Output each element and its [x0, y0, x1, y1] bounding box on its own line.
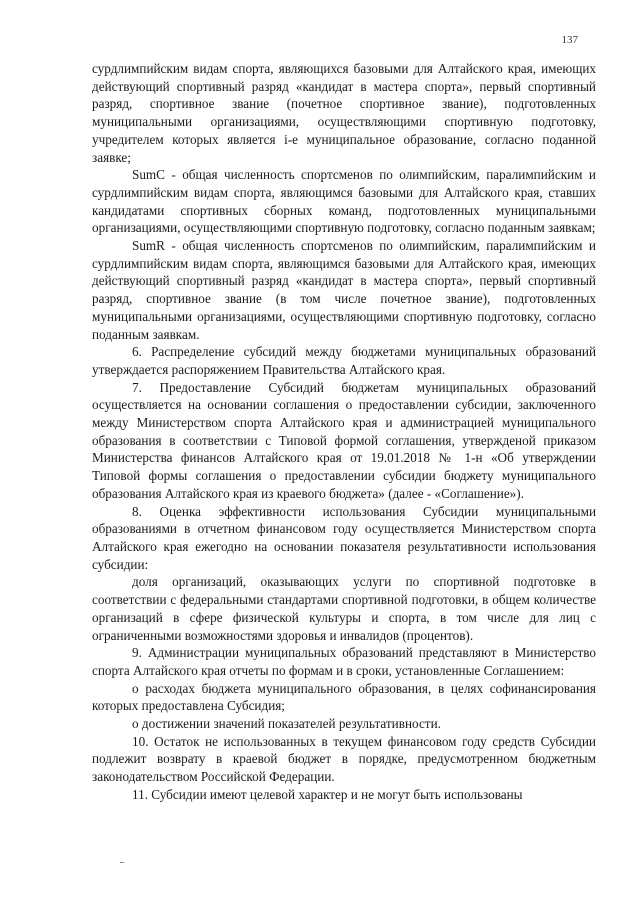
- paragraph-10: 10. Остаток не использованных в текущем финансовом году средств Субсидии подлежит возврату в краевой бюджет в порядке, предусмотренном бюджетным законодательством Российской Федерации.: [92, 733, 596, 785]
- page-number: 137: [561, 34, 578, 46]
- paragraph-8-indicator: доля организаций, оказывающих услуги по спортивной подготовке в соответствии с федеральными стандартами спортивной подготовки, в общем количестве организаций в сфере физической культуры и спорта, в том числе для лиц с ограниченными возможностями здоровья и инвалидов (процентов).: [92, 574, 596, 643]
- paragraph-8: 8. Оценка эффективности использования Субсидии муниципальными образованиями в отчетном финансовом году осуществляется Министерством спорта Алтайского края ежегодно на основании показателя результативности использования субсидии:: [92, 503, 596, 572]
- paragraph-7: 7. Предоставление Субсидий бюджетам муниципальных образований осуществляется на основании соглашения о предоставлении субсидии, заключенного между Министерством спорта Алтайского края и администрацией муниципального образования в соответствии с Типовой формой соглашения, утвержденой приказом Министерства финансов Алтайского края от 19.01.2018 № 1-н «Об утверждении Типовой формы соглашения о предоставлении субсидии бюджету муниципального образования Алтайского края из краевого бюджета» (далее - «Соглашение»).: [92, 379, 596, 501]
- scan-mark: [120, 862, 124, 863]
- paragraph-sumr: SumR - общая численность спортсменов по олимпийским, паралимпийским и сурдлимпийским видам спорта, являющимся базовыми для Алтайского края, имеющих действующий спортивный разряд «кандидат в мастера спорта», первый спортивный разряд, спортивное звание (в том числе почетное звание), подготовленных муниципальными организациями, осуществляющими спортивную подготовку, согласно поданным заявкам.: [92, 238, 596, 342]
- paragraph-9: 9. Администрации муниципальных образований представляют в Министерство спорта Алтайского края отчеты по формам и в сроки, установленные Соглашением:: [92, 645, 596, 678]
- paragraph-11: 11. Субсидии имеют целевой характер и не могут быть использованы: [132, 786, 523, 802]
- paragraph-sumc: SumC - общая численность спортсменов по олимпийским, паралимпийским и сурдлимпийским видам спорта, являющимся базовыми для Алтайского края, ставших кандидатами спортивных сборных команд, подготовленных муниципальными организациями, осуществляющими спортивную подготовку, согласно поданным заявкам;: [92, 167, 596, 236]
- paragraph-6: 6. Распределение субсидий между бюджетами муниципальных образований утверждается распоряжением Правительства Алтайского края.: [92, 344, 596, 377]
- paragraph-9-results: о достижении значений показателей результативности.: [132, 716, 441, 732]
- paragraph-continuation: сурдлимпийским видам спорта, являющихся базовыми для Алтайского края, имеющих действующий спортивный разряд «кандидат в мастера спорта», первый спортивный разряд, спортивное звание (почетное спортивное звание), подготовленных муниципальными организациями, осуществляющими спортивную подготовку, учредителем которых является i-е муниципальное образование, согласно поданной заявке;: [92, 61, 596, 165]
- document-body: [92, 60, 596, 804]
- paragraph-9-expenses: о расходах бюджета муниципального образования, в целях софинансирования которых предоставлена Субсидия;: [92, 680, 596, 714]
